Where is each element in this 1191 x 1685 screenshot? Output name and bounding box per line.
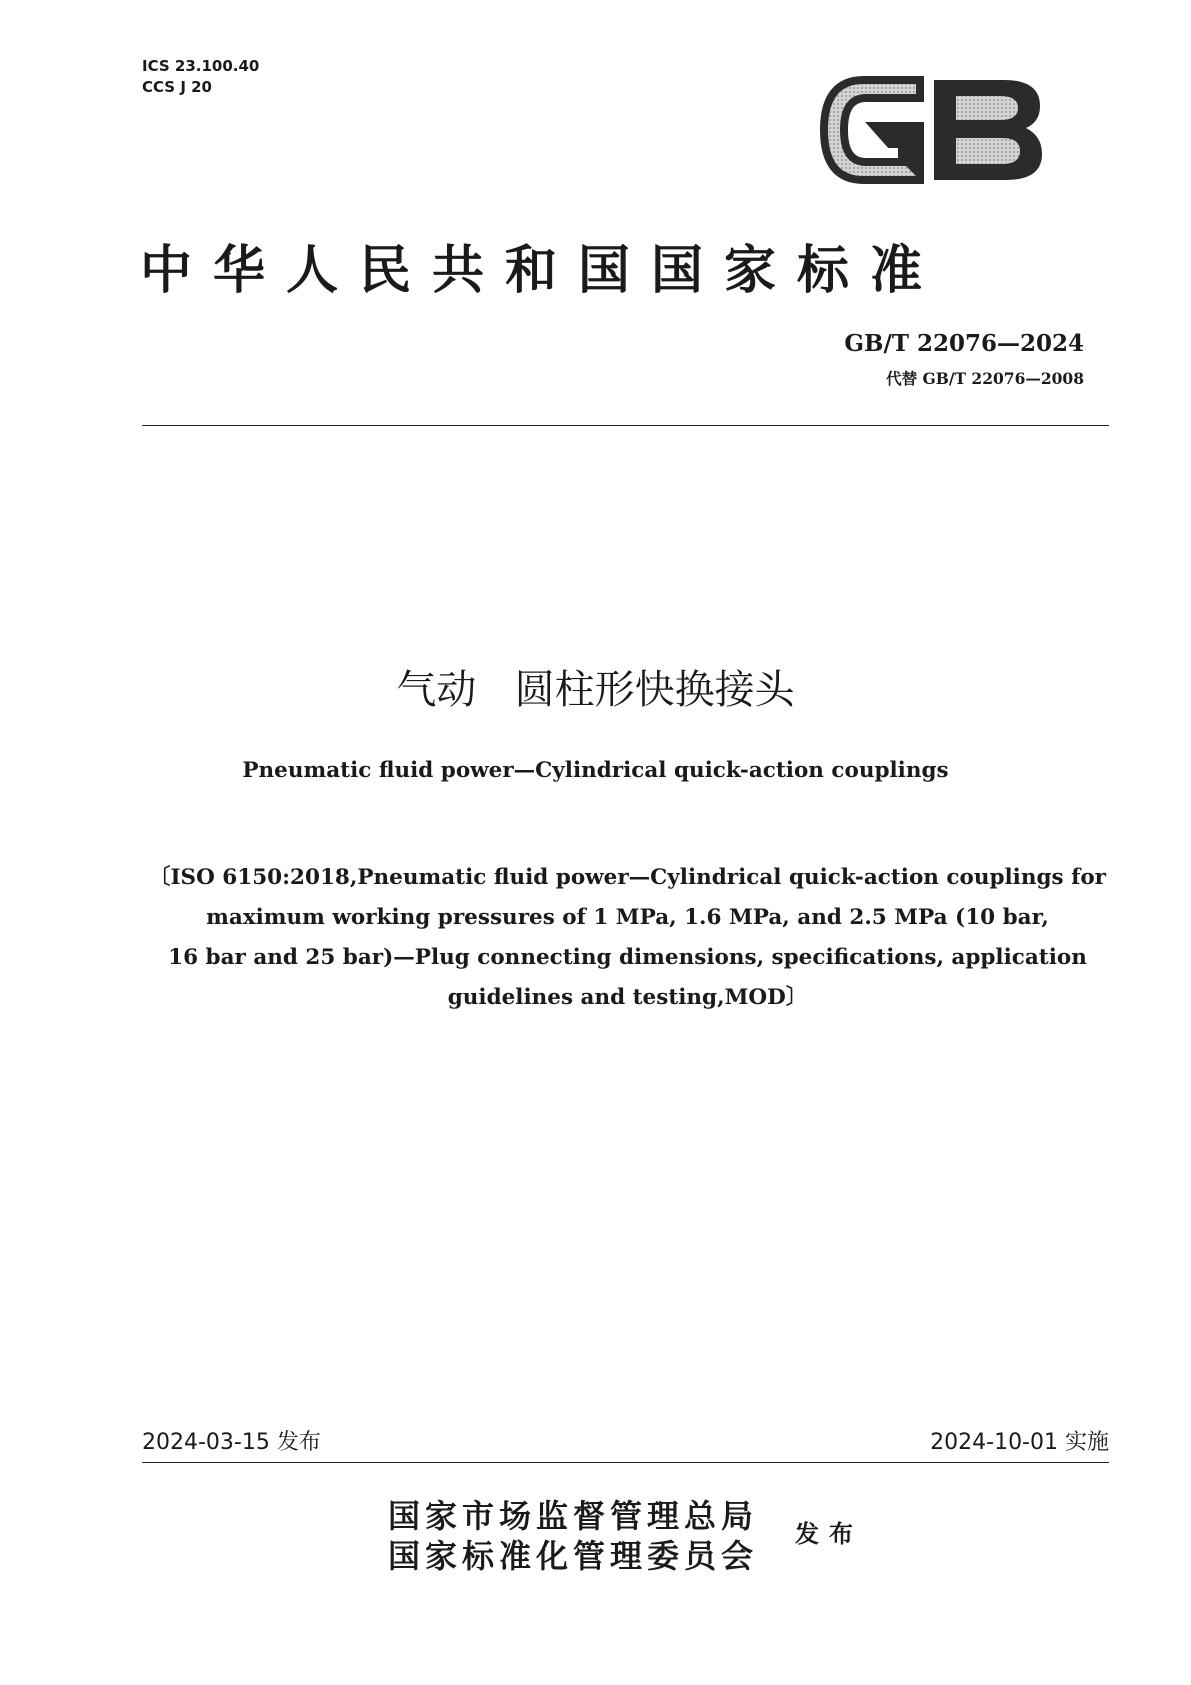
logo-text: GB bbox=[816, 70, 818, 71]
ics-code: ICS 23.100.40 bbox=[142, 57, 260, 75]
gb-logo bbox=[816, 70, 1049, 190]
logo-letter-b bbox=[934, 80, 1042, 180]
issuing-organizations bbox=[388, 1496, 758, 1576]
logo-letter-g bbox=[824, 80, 920, 180]
ccs-code: CCS J 20 bbox=[142, 78, 212, 96]
iso-reference-line: maximum working pressures of 1 MPa, 1.6 MPa, and 2.5 MPa (10 bar, bbox=[206, 905, 1049, 930]
standard-number: GB/T 22076—2024 bbox=[844, 330, 1084, 357]
top-divider bbox=[142, 425, 1109, 426]
classification-codes bbox=[142, 56, 259, 98]
iso-reference-line: 16 bar and 25 bar)—Plug connecting dimensions, specifications, application bbox=[168, 945, 1087, 970]
title-chinese: 气动 圆柱形快换接头 bbox=[396, 667, 795, 713]
iso-reference-line: 〔ISO 6150:2018,Pneumatic fluid power—Cylindrical quick-action couplings for bbox=[148, 865, 1107, 890]
effective-date: 2024-10-01 实施 bbox=[930, 1430, 1109, 1455]
national-standard-title: 中华人民共和国国家标准 bbox=[140, 240, 944, 301]
bottom-divider bbox=[142, 1462, 1109, 1463]
iso-reference-line: guidelines and testing,MOD〕 bbox=[447, 985, 808, 1010]
title-english: Pneumatic fluid power—Cylindrical quick-action couplings bbox=[242, 758, 949, 783]
replaces-note: 代替 GB/T 22076—2008 bbox=[886, 369, 1084, 388]
iso-reference bbox=[145, 858, 1110, 1018]
issuer-sac: 国家标准化管理委员会 bbox=[388, 1537, 759, 1575]
publish-date: 2024-03-15 发布 bbox=[142, 1430, 321, 1455]
issue-label: 发布 bbox=[795, 1519, 863, 1548]
issuer-samr: 国家市场监督管理总局 bbox=[388, 1497, 759, 1535]
